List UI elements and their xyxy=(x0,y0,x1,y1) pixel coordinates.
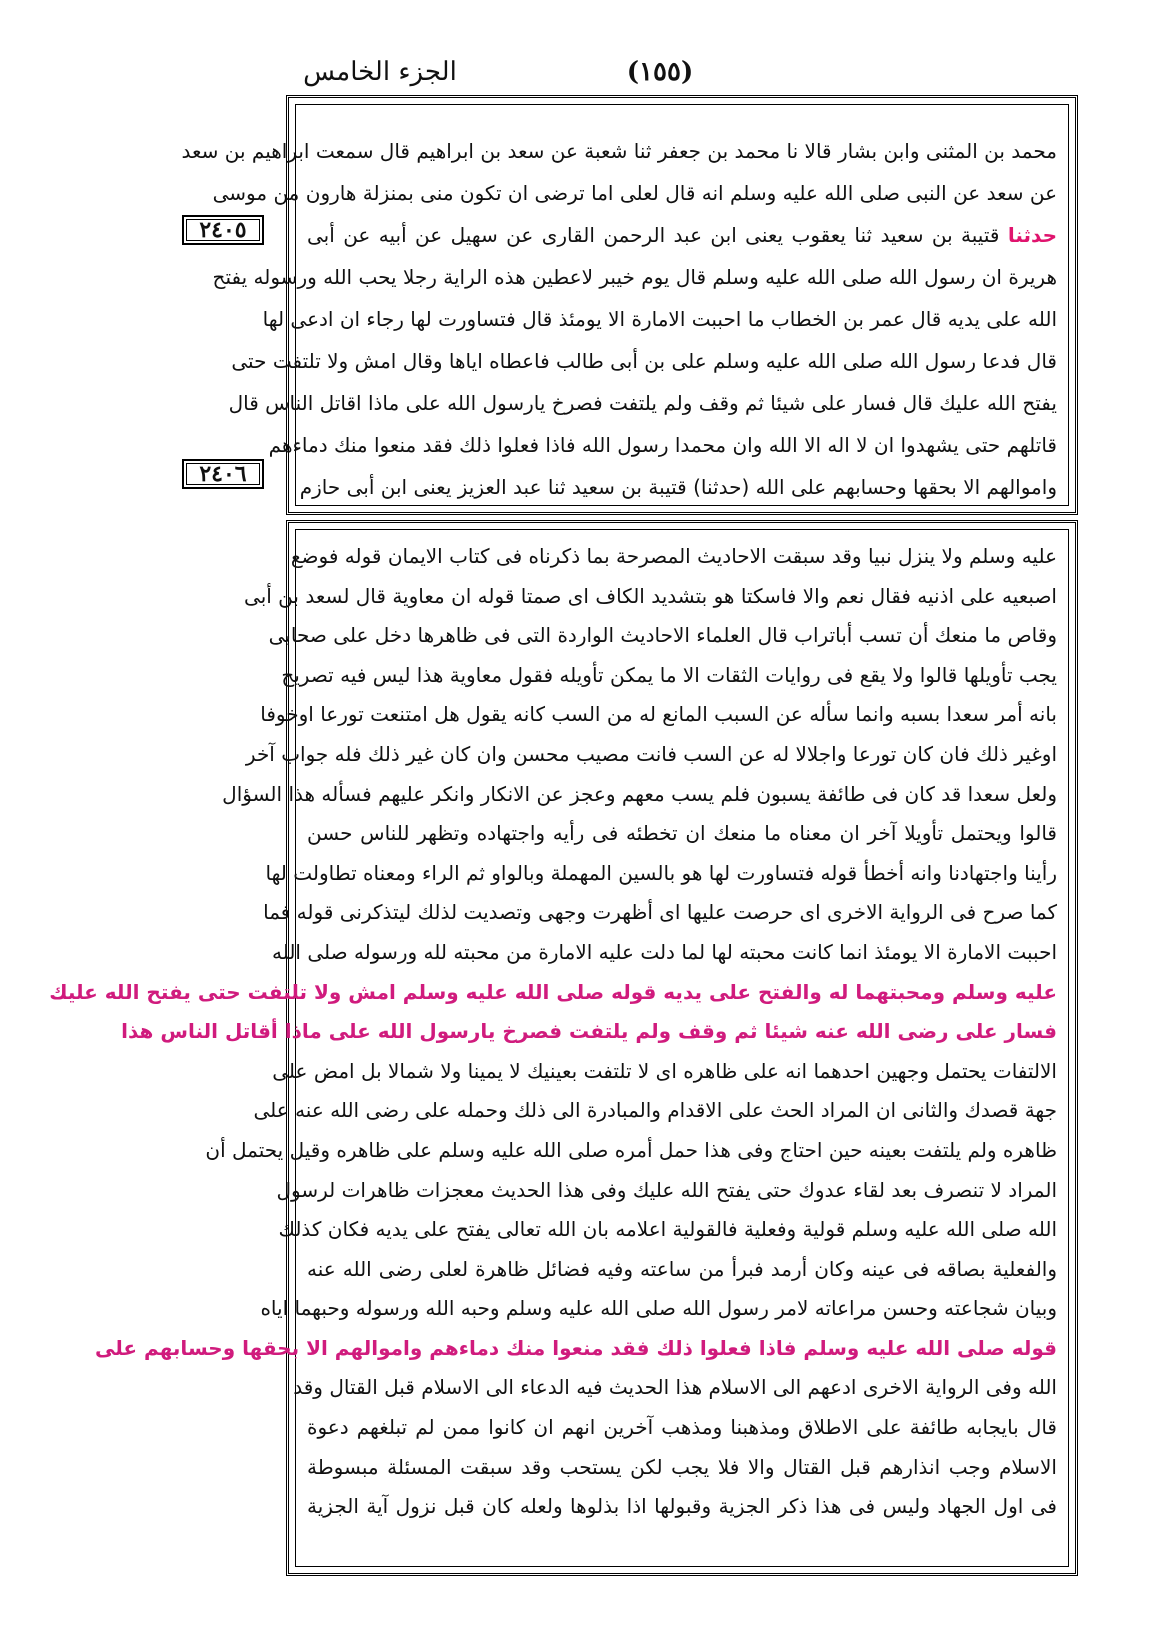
commentary-line: عليه وسلم ولا ينزل نبيا وقد سبقت الاحاديث المصرحة بما ذكرناه فى كتاب الايمان قوله فوضع xyxy=(290,544,1057,568)
text-line xyxy=(307,214,1057,256)
hadith-number-1: ٢٤٠٥ xyxy=(182,215,264,245)
commentary-line: يجب تأويلها قالوا ولا يقع فى روايات الثقات الا ما يمكن تأويله فقول معاوية هذا ليس فيه تصريح xyxy=(281,662,1057,687)
haddathana-keyword: حدثنا xyxy=(1007,223,1057,247)
commentary-line: الالتفات يحتمل وجهين احدهما انه على ظاهره اى لا تلتفت بعينيك لا يمينا ولا شمالا بل امض على xyxy=(272,1058,1057,1083)
commentary-line: جهة قصدك والثانى ان المراد الحث على الاقدام والمبادرة الى ذلك وحمله على رضى الله عنه على xyxy=(253,1098,1057,1123)
commentary-line: الله صلى الله عليه وسلم قولية وفعلية فالقولية اعلامه بان الله تعالى يفتح على يديه فكان كذلك xyxy=(278,1217,1057,1242)
commentary-line: عليه وسلم ومحبتهما له والفتح على يديه قوله صلى الله عليه وسلم امش ولا تلتفت حتى يفتح الله عليك xyxy=(49,979,1057,1004)
commentary-line: المراد لا تنصرف بعد لقاء عدوك حتى يفتح الله عليك وفى هذا الحديث معجزات ظاهرات لرسول xyxy=(276,1177,1057,1202)
text-line: عن سعد عن النبى صلى الله عليه وسلم انه قال لعلى اما ترضى ان تكون منى بمنزلة هارون من موسى xyxy=(212,181,1057,205)
text-line: قاتلهم حتى يشهدوا ان لا اله الا الله وان محمدا رسول الله فاذا فعلوا ذلك فقد منعوا منك دماءهم xyxy=(268,433,1057,457)
commentary-line: قال بايجابه طائفة على الاطلاق ومذهبنا ومذهب آخرين انهم ان كانوا ممن لم تبلغهم دعوة xyxy=(307,1415,1057,1440)
text-line: هريرة ان رسول الله صلى الله عليه وسلم قال يوم خيبر لاعطين هذه الراية رجلا يحب الله ورسوله يفتح xyxy=(212,265,1057,289)
text-line: قال فدعا رسول الله صلى الله عليه وسلم على بن أبى طالب فاعطاه اياها وقال امش ولا تلتفت حتى xyxy=(231,349,1057,373)
commentary-box xyxy=(49,520,1078,1576)
commentary-line: بانه أمر سعدا بسبه وانما سأله عن السبب المانع له من السب كانه يقول هل امتنعت تورعا اوخوفا xyxy=(260,702,1057,727)
commentary-line: فى اول الجهاد وليس فى هذا ذكر الجزية وقبولها اذا بذلوها ولعله كان قبل نزول آية الجزية xyxy=(307,1494,1057,1519)
commentary-line: قوله صلى الله عليه وسلم فاذا فعلوا ذلك فقد منعوا منك دماءهم واموالهم الا بحقها وحسابهم على xyxy=(95,1335,1057,1360)
page-number: (١٥٥) xyxy=(626,57,694,87)
text-line-rest: قتيبة بن سعيد ثنا يعقوب يعنى ابن عبد الرحمن القارى عن سهيل عن أبيه عن أبى xyxy=(307,223,1008,247)
commentary-line: اوغير ذلك فان كان تورعا واجلالا له عن السب فانت مصيب محسن وان كان غير ذلك فله جواب آخر xyxy=(245,741,1057,766)
commentary-line: والفعلية بصاقه فى عينه وكان أرمد فبرأ من ساعته وفيه فضائل ظاهرة لعلى رضى الله عنه xyxy=(307,1256,1057,1281)
hadith-number-2: ٢٤٠٦ xyxy=(182,459,264,489)
commentary-line: اصبعيه على اذنيه فقال نعم والا فاسكتا هو بتشديد الكاف اى صمتا قوله ان معاوية قال لسعد بن أبى xyxy=(244,583,1057,608)
commentary-line: ظاهره ولم يلتفت بعينه حين احتاج وفى هذا حمل أمره صلى الله عليه وسلم على ظاهره وقيل يحتمل أن xyxy=(205,1137,1057,1162)
commentary-line: وبيان شجاعته وحسن مراعاته لامر رسول الله صلى الله عليه وسلم وحبه الله ورسوله وحبهما اياه xyxy=(260,1296,1057,1321)
commentary-line: ولعل سعدا قد كان فى طائفة يسبون فلم يسب معهم وعجز عن الانكار وانكر عليهم فسأله هذا السؤال xyxy=(222,781,1057,806)
commentary-text xyxy=(49,537,1057,1527)
text-line: يفتح الله عليك قال فسار على شيئا ثم وقف ولم يلتفت فصرخ يارسول الله على ماذا اقاتل الناس قال xyxy=(228,391,1057,415)
commentary-line: الله وفى الرواية الاخرى ادعهم الى الاسلام هذا الحديث فيه الدعاء الى الاسلام قبل القتال وقد xyxy=(293,1375,1057,1400)
text-line: واموالهم الا بحقها وحسابهم على الله (حدثنا) قتيبة بن سعيد ثنا عبد العزيز يعنى ابن أبى حازم xyxy=(299,475,1057,499)
commentary-line: الاسلام وجب انذارهم قبل القتال والا فلا يجب لكن يستحب وقد سبقت المسئلة مبسوطة xyxy=(307,1454,1057,1479)
commentary-line: رأينا واجتهادنا وانه أخطأ قوله فتساورت لها هو بالسين المهملة وبالواو ثم الراء ومعناه تطاولت لها xyxy=(265,860,1057,885)
commentary-line: كما صرح فى الرواية الاخرى اى حرصت عليها اى أظهرت وجهى وتصديت لذلك ليتذكرنى قوله فما xyxy=(263,900,1057,925)
commentary-line: احببت الامارة الا يومئذ انما كانت محبته لها لما دلت عليه الامارة من محبته لله ورسوله صلى الله xyxy=(271,939,1057,964)
text-line: محمد بن المثنى وابن بشار قالا نا محمد بن جعفر ثنا شعبة عن سعد بن ابراهيم قال سمعت ابراهيم بن سعد xyxy=(181,139,1057,163)
commentary-line: فسار على رضى الله عنه شيئا ثم وقف ولم يلتفت فصرخ يارسول الله على ماذا أقاتل الناس هذا xyxy=(121,1019,1057,1044)
running-title: الجزء الخامس xyxy=(303,57,457,87)
commentary-line: قالوا ويحتمل تأويلا آخر ان معناه ما منعك ان تخطئه فى رأيه واجتهاده وتظهر للناس حسن xyxy=(307,821,1057,846)
commentary-line: وقاص ما منعك أن تسب أباتراب قال العلماء الاحاديث الواردة التى فى ظاهرها دخل على صحابى xyxy=(268,623,1057,648)
text-line: الله على يديه قال عمر بن الخطاب ما احببت الامارة الا يومئذ قال فتساورت لها رجاء ان ادعى لها xyxy=(262,307,1057,331)
